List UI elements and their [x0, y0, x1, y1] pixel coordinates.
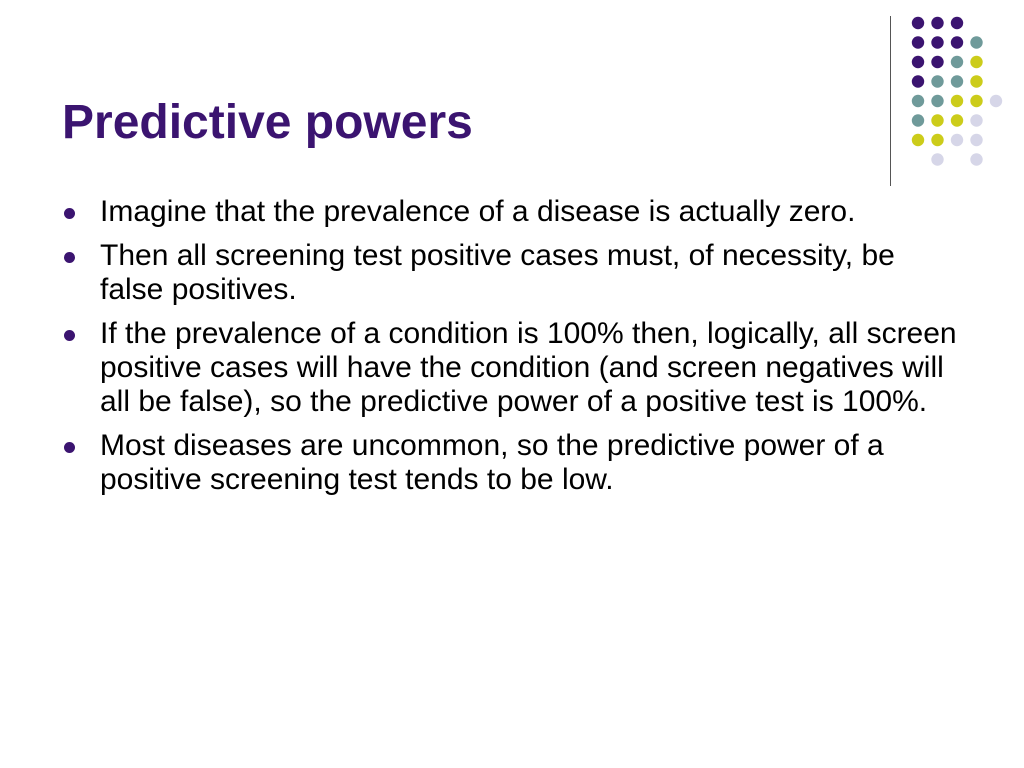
decor-dot [912, 75, 924, 87]
decor-dot [970, 36, 982, 48]
bullet-text: Then all screening test positive cases must, of necessity, be false positives. [100, 239, 895, 306]
decor-dot [931, 95, 943, 107]
decor-dot [951, 75, 963, 87]
bullet-item [62, 239, 962, 307]
decor-dot [912, 114, 924, 126]
decor-dot [931, 134, 943, 146]
bullet-icon [64, 208, 75, 219]
decor-dot [912, 17, 924, 29]
bullet-list [62, 195, 962, 507]
decor-dot [931, 153, 943, 165]
slide-title: Predictive powers [62, 96, 473, 149]
decor-dot [951, 36, 963, 48]
decor-dot [951, 114, 963, 126]
decor-dot [970, 95, 982, 107]
decor-dot [931, 56, 943, 68]
decor-dot [912, 56, 924, 68]
decor-dot [951, 17, 963, 29]
divider-line [890, 16, 891, 186]
bullet-icon [64, 442, 75, 453]
bullet-item [62, 195, 962, 229]
bullet-item [62, 317, 962, 419]
decor-dot [931, 36, 943, 48]
decor-dot [970, 114, 982, 126]
decor-dot [931, 75, 943, 87]
decor-dot [990, 95, 1002, 107]
decor-dot [931, 114, 943, 126]
decor-dot [951, 95, 963, 107]
decor-dot [912, 95, 924, 107]
bullet-text: Imagine that the prevalence of a disease is actually zero. [100, 195, 856, 228]
bullet-text: Most diseases are uncommon, so the predictive power of a positive screening test tends to be low. [100, 429, 884, 496]
decor-dot [970, 134, 982, 146]
decor-dot [951, 56, 963, 68]
decor-dot [912, 134, 924, 146]
decor-dot [951, 134, 963, 146]
bullet-icon [64, 330, 75, 341]
bullet-text: If the prevalence of a condition is 100% then, logically, all screen positive cases will have the condition (and screen negatives will all be false), so the predictive power of a positive test is 100%. [100, 317, 957, 418]
decor-dot [970, 56, 982, 68]
decor-dot [970, 153, 982, 165]
decor-dot [970, 75, 982, 87]
bullet-item [62, 429, 962, 497]
decor-dot [912, 36, 924, 48]
bullet-icon [64, 252, 75, 263]
decor-dot [931, 17, 943, 29]
